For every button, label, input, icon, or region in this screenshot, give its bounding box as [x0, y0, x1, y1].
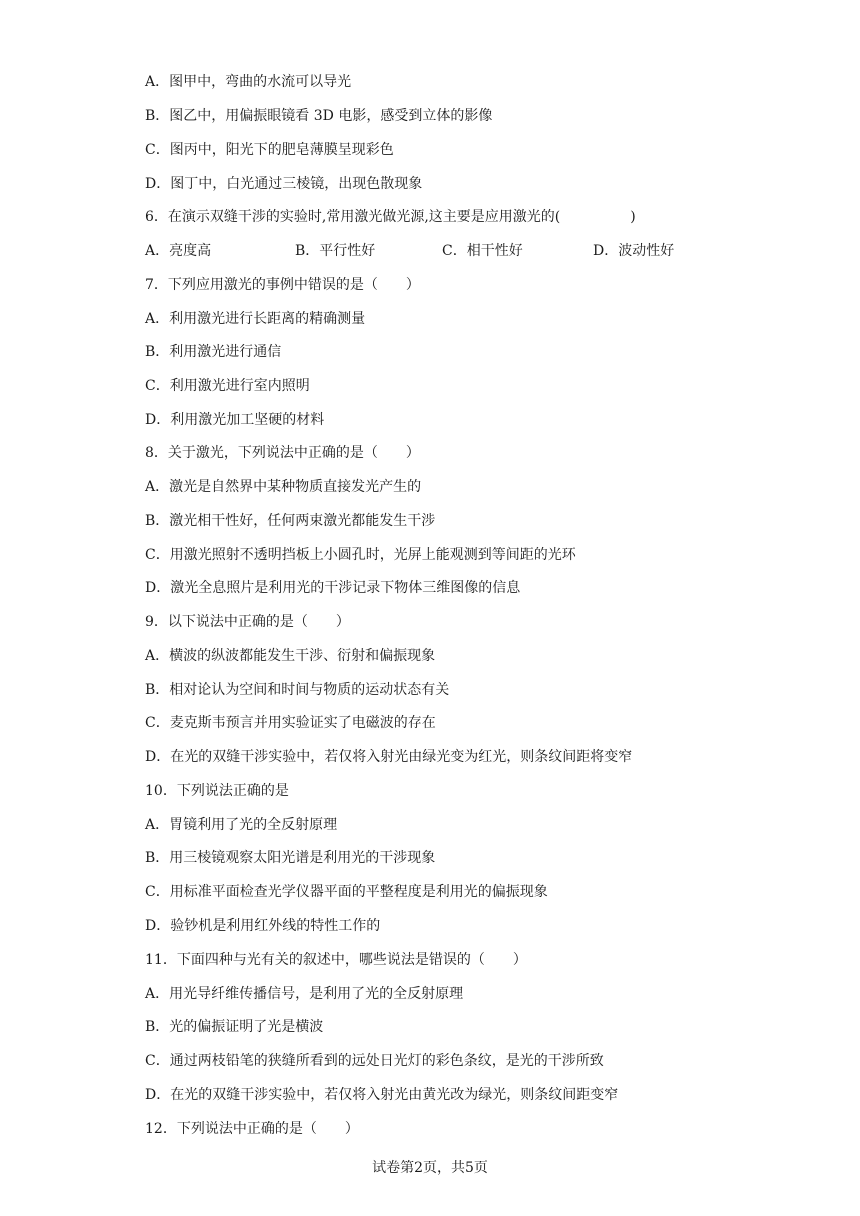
q6-option-b: B．平行性好 [295, 243, 376, 259]
q11-stem: 11．下面四种与光有关的叙述中，哪些说法是错误的（ ） [145, 952, 527, 968]
q8-option-c: C．用激光照射不透明挡板上小圆孔时，光屏上能观测到等间距的光环 [145, 547, 576, 563]
q6-option-d: D．波动性好 [593, 243, 675, 259]
q5-option-b: B．图乙中，用偏振眼镜看 3D 电影，感受到立体的影像 [145, 108, 493, 124]
q7-stem: 7．下列应用激光的事例中错误的是（ ） [145, 277, 420, 293]
q9-option-a: A．横波的纵波都能发生干涉、衍射和偏振现象 [145, 648, 436, 664]
q7-option-b: B．利用激光进行通信 [145, 344, 282, 360]
q6-stem: 6．在演示双缝干涉的实验时,常用激光做光源,这主要是应用激光的( ) [145, 209, 636, 225]
q12-stem: 12．下列说法中正确的是（ ） [145, 1121, 359, 1137]
q5-option-a: A．图甲中，弯曲的水流可以导光 [145, 74, 352, 90]
q11-option-b: B．光的偏振证明了光是横波 [145, 1019, 324, 1035]
q6-option-a: A．亮度高 [145, 243, 212, 259]
q5-option-c: C．图丙中，阳光下的肥皂薄膜呈现彩色 [145, 142, 394, 158]
q8-option-d: D．激光全息照片是利用光的干涉记录下物体三维图像的信息 [145, 580, 521, 596]
q11-option-d: D．在光的双缝干涉实验中，若仅将入射光由黄光改为绿光，则条纹间距变窄 [145, 1087, 619, 1103]
q8-stem: 8．关于激光，下列说法中正确的是（ ） [145, 445, 420, 461]
q7-option-a: A．利用激光进行长距离的精确测量 [145, 311, 366, 327]
q11-option-c: C．通过两枝铅笔的狭缝所看到的远处日光灯的彩色条纹，是光的干涉所致 [145, 1053, 604, 1069]
q6-options-row [145, 241, 705, 261]
q5-option-d: D．图丁中，白光通过三棱镜，出现色散现象 [145, 176, 423, 192]
q9-option-b: B．相对论认为空间和时间与物质的运动状态有关 [145, 682, 450, 698]
q10-option-d: D．验钞机是利用红外线的特性工作的 [145, 918, 381, 934]
q7-option-c: C．利用激光进行室内照明 [145, 378, 310, 394]
q10-option-b: B．用三棱镜观察太阳光谱是利用光的干涉现象 [145, 850, 436, 866]
q11-option-a: A．用光导纤维传播信号，是利用了光的全反射原理 [145, 986, 464, 1002]
q7-option-d: D．利用激光加工坚硬的材料 [145, 412, 325, 428]
q8-option-b: B．激光相干性好，任何两束激光都能发生干涉 [145, 513, 436, 529]
q10-option-c: C．用标准平面检查光学仪器平面的平整程度是利用光的偏振现象 [145, 884, 548, 900]
q9-option-c: C．麦克斯韦预言并用实验证实了电磁波的存在 [145, 715, 436, 731]
q6-option-c: C．相干性好 [442, 243, 523, 259]
q9-stem: 9．以下说法中正确的是（ ） [145, 614, 350, 630]
q10-stem: 10．下列说法正确的是 [145, 783, 289, 799]
q9-option-d: D．在光的双缝干涉实验中，若仅将入射光由绿光变为红光，则条纹间距将变窄 [145, 749, 633, 765]
q10-option-a: A．胃镜利用了光的全反射原理 [145, 817, 338, 833]
page-footer: 试卷第2页，共5页 [372, 1160, 488, 1176]
q8-option-a: A．激光是自然界中某种物质直接发光产生的 [145, 479, 422, 495]
